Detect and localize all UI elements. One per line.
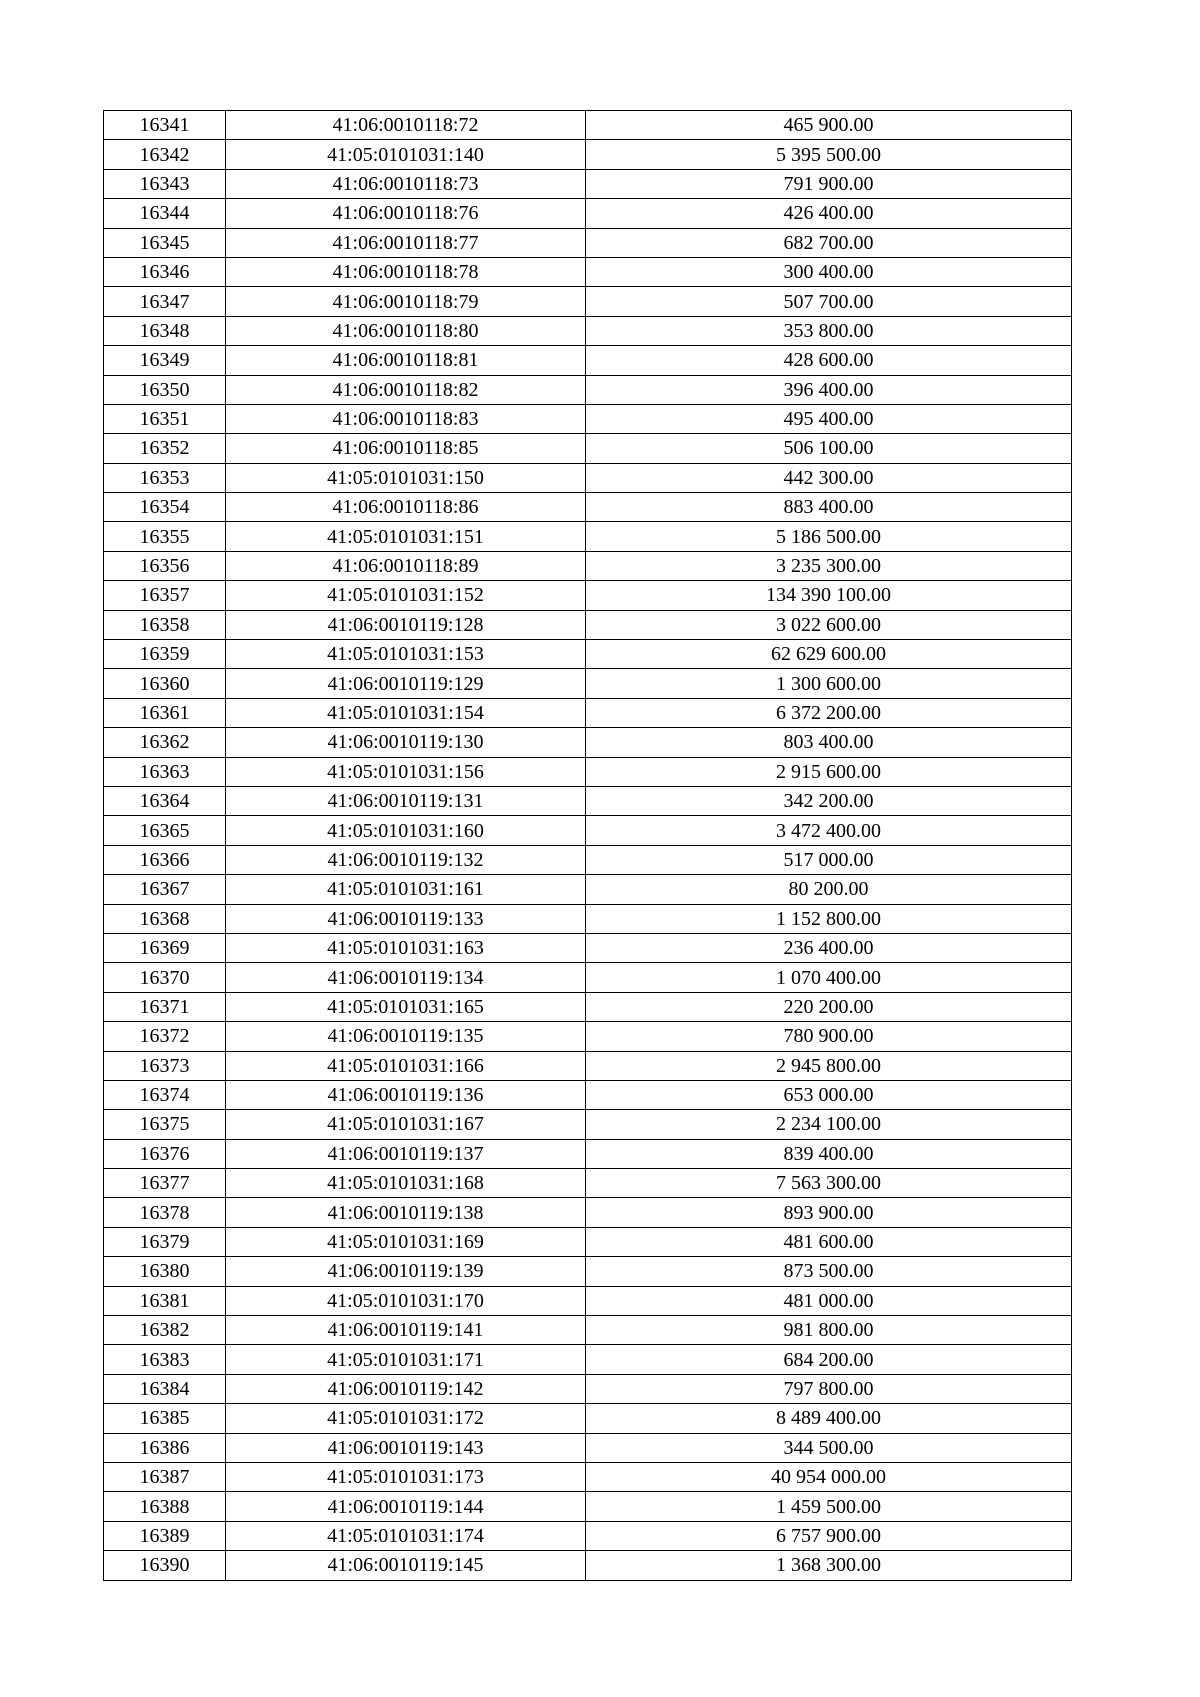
cadastral-value-cell: 873 500.00 xyxy=(586,1257,1072,1286)
row-number-cell: 16369 xyxy=(104,933,226,962)
table-row xyxy=(104,1198,1072,1227)
cadastral-value-cell: 442 300.00 xyxy=(586,463,1072,492)
cadastral-number-cell: 41:05:0101031:167 xyxy=(226,1110,586,1139)
row-number-cell: 16348 xyxy=(104,316,226,345)
table-row xyxy=(104,1286,1072,1315)
cadastral-number-cell: 41:06:0010119:137 xyxy=(226,1139,586,1168)
cadastral-value-cell: 465 900.00 xyxy=(586,111,1072,140)
cadastral-value-cell: 80 200.00 xyxy=(586,875,1072,904)
row-number-cell: 16388 xyxy=(104,1492,226,1521)
cadastral-number-cell: 41:06:0010119:142 xyxy=(226,1374,586,1403)
cadastral-number-cell: 41:06:0010119:133 xyxy=(226,904,586,933)
table-row xyxy=(104,963,1072,992)
row-number-cell: 16346 xyxy=(104,257,226,286)
cadastral-number-cell: 41:06:0010119:145 xyxy=(226,1551,586,1580)
cadastral-value-cell: 1 368 300.00 xyxy=(586,1551,1072,1580)
row-number-cell: 16357 xyxy=(104,581,226,610)
cadastral-number-cell: 41:06:0010119:136 xyxy=(226,1080,586,1109)
table-row xyxy=(104,228,1072,257)
row-number-cell: 16379 xyxy=(104,1227,226,1256)
cadastral-number-cell: 41:05:0101031:171 xyxy=(226,1345,586,1374)
cadastral-value-cell: 981 800.00 xyxy=(586,1316,1072,1345)
cadastral-number-cell: 41:06:0010119:139 xyxy=(226,1257,586,1286)
cadastral-value-cell: 791 900.00 xyxy=(586,169,1072,198)
cadastral-number-cell: 41:06:0010119:128 xyxy=(226,610,586,639)
cadastral-value-cell: 236 400.00 xyxy=(586,933,1072,962)
cadastral-value-cell: 682 700.00 xyxy=(586,228,1072,257)
cadastral-value-cell: 1 459 500.00 xyxy=(586,1492,1072,1521)
row-number-cell: 16352 xyxy=(104,434,226,463)
cadastral-number-cell: 41:06:0010119:143 xyxy=(226,1433,586,1462)
table-row xyxy=(104,375,1072,404)
row-number-cell: 16355 xyxy=(104,522,226,551)
cadastral-value-cell: 8 489 400.00 xyxy=(586,1404,1072,1433)
cadastral-number-cell: 41:05:0101031:169 xyxy=(226,1227,586,1256)
cadastral-number-cell: 41:05:0101031:174 xyxy=(226,1521,586,1550)
cadastral-value-cell: 40 954 000.00 xyxy=(586,1462,1072,1491)
cadastral-value-cell: 803 400.00 xyxy=(586,728,1072,757)
cadastral-number-cell: 41:06:0010118:78 xyxy=(226,257,586,286)
table-row xyxy=(104,1345,1072,1374)
table-row xyxy=(104,1404,1072,1433)
table-row xyxy=(104,1492,1072,1521)
cadastral-number-cell: 41:06:0010118:77 xyxy=(226,228,586,257)
cadastral-value-cell: 797 800.00 xyxy=(586,1374,1072,1403)
table-row xyxy=(104,463,1072,492)
cadastral-number-cell: 41:06:0010119:144 xyxy=(226,1492,586,1521)
cadastral-value-cell: 517 000.00 xyxy=(586,845,1072,874)
table-row xyxy=(104,904,1072,933)
table-row xyxy=(104,816,1072,845)
cadastral-value-cell: 134 390 100.00 xyxy=(586,581,1072,610)
cadastral-value-cell: 893 900.00 xyxy=(586,1198,1072,1227)
row-number-cell: 16376 xyxy=(104,1139,226,1168)
cadastral-number-cell: 41:05:0101031:150 xyxy=(226,463,586,492)
table-row xyxy=(104,169,1072,198)
cadastral-number-cell: 41:05:0101031:166 xyxy=(226,1051,586,1080)
table-row xyxy=(104,551,1072,580)
table-row xyxy=(104,316,1072,345)
table-row xyxy=(104,1139,1072,1168)
cadastral-value-cell: 495 400.00 xyxy=(586,404,1072,433)
cadastral-value-cell: 396 400.00 xyxy=(586,375,1072,404)
table-row xyxy=(104,1462,1072,1491)
cadastral-number-cell: 41:05:0101031:173 xyxy=(226,1462,586,1491)
cadastral-number-cell: 41:05:0101031:168 xyxy=(226,1169,586,1198)
table-row xyxy=(104,346,1072,375)
row-number-cell: 16387 xyxy=(104,1462,226,1491)
table-row xyxy=(104,698,1072,727)
cadastral-number-cell: 41:05:0101031:160 xyxy=(226,816,586,845)
table-row xyxy=(104,1521,1072,1550)
table-row xyxy=(104,757,1072,786)
row-number-cell: 16377 xyxy=(104,1169,226,1198)
table-row xyxy=(104,493,1072,522)
cadastral-number-cell: 41:06:0010118:72 xyxy=(226,111,586,140)
cadastral-value-cell: 5 186 500.00 xyxy=(586,522,1072,551)
row-number-cell: 16378 xyxy=(104,1198,226,1227)
row-number-cell: 16342 xyxy=(104,140,226,169)
row-number-cell: 16358 xyxy=(104,610,226,639)
row-number-cell: 16350 xyxy=(104,375,226,404)
cadastral-value-cell: 2 945 800.00 xyxy=(586,1051,1072,1080)
table-row xyxy=(104,140,1072,169)
cadastral-value-table xyxy=(103,110,1072,1581)
cadastral-value-cell: 426 400.00 xyxy=(586,199,1072,228)
cadastral-value-cell: 3 472 400.00 xyxy=(586,816,1072,845)
cadastral-number-cell: 41:05:0101031:153 xyxy=(226,640,586,669)
row-number-cell: 16372 xyxy=(104,1022,226,1051)
cadastral-value-cell: 62 629 600.00 xyxy=(586,640,1072,669)
cadastral-value-cell: 2 915 600.00 xyxy=(586,757,1072,786)
cadastral-value-cell: 506 100.00 xyxy=(586,434,1072,463)
row-number-cell: 16354 xyxy=(104,493,226,522)
table-row xyxy=(104,1051,1072,1080)
cadastral-value-cell: 6 757 900.00 xyxy=(586,1521,1072,1550)
row-number-cell: 16370 xyxy=(104,963,226,992)
table-row xyxy=(104,581,1072,610)
cadastral-value-cell: 300 400.00 xyxy=(586,257,1072,286)
cadastral-value-cell: 353 800.00 xyxy=(586,316,1072,345)
table-row xyxy=(104,257,1072,286)
cadastral-number-cell: 41:06:0010118:85 xyxy=(226,434,586,463)
row-number-cell: 16353 xyxy=(104,463,226,492)
row-number-cell: 16374 xyxy=(104,1080,226,1109)
row-number-cell: 16365 xyxy=(104,816,226,845)
row-number-cell: 16367 xyxy=(104,875,226,904)
row-number-cell: 16381 xyxy=(104,1286,226,1315)
cadastral-number-cell: 41:05:0101031:140 xyxy=(226,140,586,169)
cadastral-number-cell: 41:06:0010118:73 xyxy=(226,169,586,198)
cadastral-number-cell: 41:05:0101031:172 xyxy=(226,1404,586,1433)
row-number-cell: 16345 xyxy=(104,228,226,257)
cadastral-number-cell: 41:06:0010119:131 xyxy=(226,786,586,815)
cadastral-number-cell: 41:05:0101031:165 xyxy=(226,992,586,1021)
cadastral-value-cell: 507 700.00 xyxy=(586,287,1072,316)
row-number-cell: 16384 xyxy=(104,1374,226,1403)
cadastral-value-cell: 5 395 500.00 xyxy=(586,140,1072,169)
cadastral-value-cell: 481 000.00 xyxy=(586,1286,1072,1315)
row-number-cell: 16356 xyxy=(104,551,226,580)
row-number-cell: 16385 xyxy=(104,1404,226,1433)
cadastral-value-cell: 1 152 800.00 xyxy=(586,904,1072,933)
cadastral-number-cell: 41:05:0101031:170 xyxy=(226,1286,586,1315)
table-row xyxy=(104,1080,1072,1109)
cadastral-value-cell: 220 200.00 xyxy=(586,992,1072,1021)
row-number-cell: 16360 xyxy=(104,669,226,698)
table-row xyxy=(104,522,1072,551)
cadastral-number-cell: 41:06:0010118:80 xyxy=(226,316,586,345)
table-row xyxy=(104,610,1072,639)
cadastral-number-cell: 41:06:0010119:135 xyxy=(226,1022,586,1051)
row-number-cell: 16366 xyxy=(104,845,226,874)
table-row xyxy=(104,1169,1072,1198)
row-number-cell: 16368 xyxy=(104,904,226,933)
table-row xyxy=(104,992,1072,1021)
row-number-cell: 16375 xyxy=(104,1110,226,1139)
cadastral-value-cell: 653 000.00 xyxy=(586,1080,1072,1109)
cadastral-number-cell: 41:05:0101031:156 xyxy=(226,757,586,786)
table-row xyxy=(104,1022,1072,1051)
row-number-cell: 16347 xyxy=(104,287,226,316)
row-number-cell: 16386 xyxy=(104,1433,226,1462)
row-number-cell: 16351 xyxy=(104,404,226,433)
cadastral-number-cell: 41:06:0010118:76 xyxy=(226,199,586,228)
table-row xyxy=(104,404,1072,433)
row-number-cell: 16380 xyxy=(104,1257,226,1286)
cadastral-number-cell: 41:06:0010118:81 xyxy=(226,346,586,375)
table-row xyxy=(104,1433,1072,1462)
cadastral-number-cell: 41:06:0010119:130 xyxy=(226,728,586,757)
table-row xyxy=(104,199,1072,228)
cadastral-number-cell: 41:06:0010118:79 xyxy=(226,287,586,316)
table-row xyxy=(104,728,1072,757)
cadastral-value-cell: 6 372 200.00 xyxy=(586,698,1072,727)
row-number-cell: 16344 xyxy=(104,199,226,228)
table-row xyxy=(104,845,1072,874)
table-row xyxy=(104,786,1072,815)
row-number-cell: 16371 xyxy=(104,992,226,1021)
table-body xyxy=(104,111,1072,1581)
cadastral-value-cell: 1 300 600.00 xyxy=(586,669,1072,698)
row-number-cell: 16382 xyxy=(104,1316,226,1345)
cadastral-value-cell: 344 500.00 xyxy=(586,1433,1072,1462)
table-row xyxy=(104,1316,1072,1345)
table-row xyxy=(104,1374,1072,1403)
table-row xyxy=(104,1227,1072,1256)
cadastral-number-cell: 41:06:0010119:129 xyxy=(226,669,586,698)
row-number-cell: 16364 xyxy=(104,786,226,815)
row-number-cell: 16359 xyxy=(104,640,226,669)
row-number-cell: 16361 xyxy=(104,698,226,727)
cadastral-value-cell: 3 235 300.00 xyxy=(586,551,1072,580)
cadastral-value-cell: 883 400.00 xyxy=(586,493,1072,522)
row-number-cell: 16341 xyxy=(104,111,226,140)
cadastral-number-cell: 41:06:0010118:89 xyxy=(226,551,586,580)
table-row xyxy=(104,111,1072,140)
cadastral-value-cell: 1 070 400.00 xyxy=(586,963,1072,992)
table-row xyxy=(104,669,1072,698)
row-number-cell: 16390 xyxy=(104,1551,226,1580)
row-number-cell: 16389 xyxy=(104,1521,226,1550)
row-number-cell: 16362 xyxy=(104,728,226,757)
cadastral-value-cell: 481 600.00 xyxy=(586,1227,1072,1256)
cadastral-number-cell: 41:06:0010119:141 xyxy=(226,1316,586,1345)
cadastral-value-cell: 3 022 600.00 xyxy=(586,610,1072,639)
cadastral-value-cell: 780 900.00 xyxy=(586,1022,1072,1051)
cadastral-number-cell: 41:05:0101031:161 xyxy=(226,875,586,904)
row-number-cell: 16363 xyxy=(104,757,226,786)
row-number-cell: 16383 xyxy=(104,1345,226,1374)
table-row xyxy=(104,1257,1072,1286)
row-number-cell: 16349 xyxy=(104,346,226,375)
cadastral-value-cell: 839 400.00 xyxy=(586,1139,1072,1168)
cadastral-value-cell: 428 600.00 xyxy=(586,346,1072,375)
table-row xyxy=(104,875,1072,904)
cadastral-number-cell: 41:05:0101031:154 xyxy=(226,698,586,727)
row-number-cell: 16373 xyxy=(104,1051,226,1080)
cadastral-number-cell: 41:06:0010119:132 xyxy=(226,845,586,874)
table-row xyxy=(104,640,1072,669)
cadastral-number-cell: 41:06:0010119:138 xyxy=(226,1198,586,1227)
cadastral-number-cell: 41:06:0010119:134 xyxy=(226,963,586,992)
table-row xyxy=(104,287,1072,316)
cadastral-number-cell: 41:06:0010118:83 xyxy=(226,404,586,433)
cadastral-number-cell: 41:05:0101031:151 xyxy=(226,522,586,551)
table-row xyxy=(104,1110,1072,1139)
cadastral-number-cell: 41:05:0101031:163 xyxy=(226,933,586,962)
cadastral-value-cell: 2 234 100.00 xyxy=(586,1110,1072,1139)
table-row xyxy=(104,933,1072,962)
row-number-cell: 16343 xyxy=(104,169,226,198)
cadastral-value-cell: 7 563 300.00 xyxy=(586,1169,1072,1198)
cadastral-number-cell: 41:06:0010118:82 xyxy=(226,375,586,404)
cadastral-number-cell: 41:06:0010118:86 xyxy=(226,493,586,522)
cadastral-value-cell: 684 200.00 xyxy=(586,1345,1072,1374)
table-row xyxy=(104,1551,1072,1580)
cadastral-number-cell: 41:05:0101031:152 xyxy=(226,581,586,610)
cadastral-value-cell: 342 200.00 xyxy=(586,786,1072,815)
table-row xyxy=(104,434,1072,463)
